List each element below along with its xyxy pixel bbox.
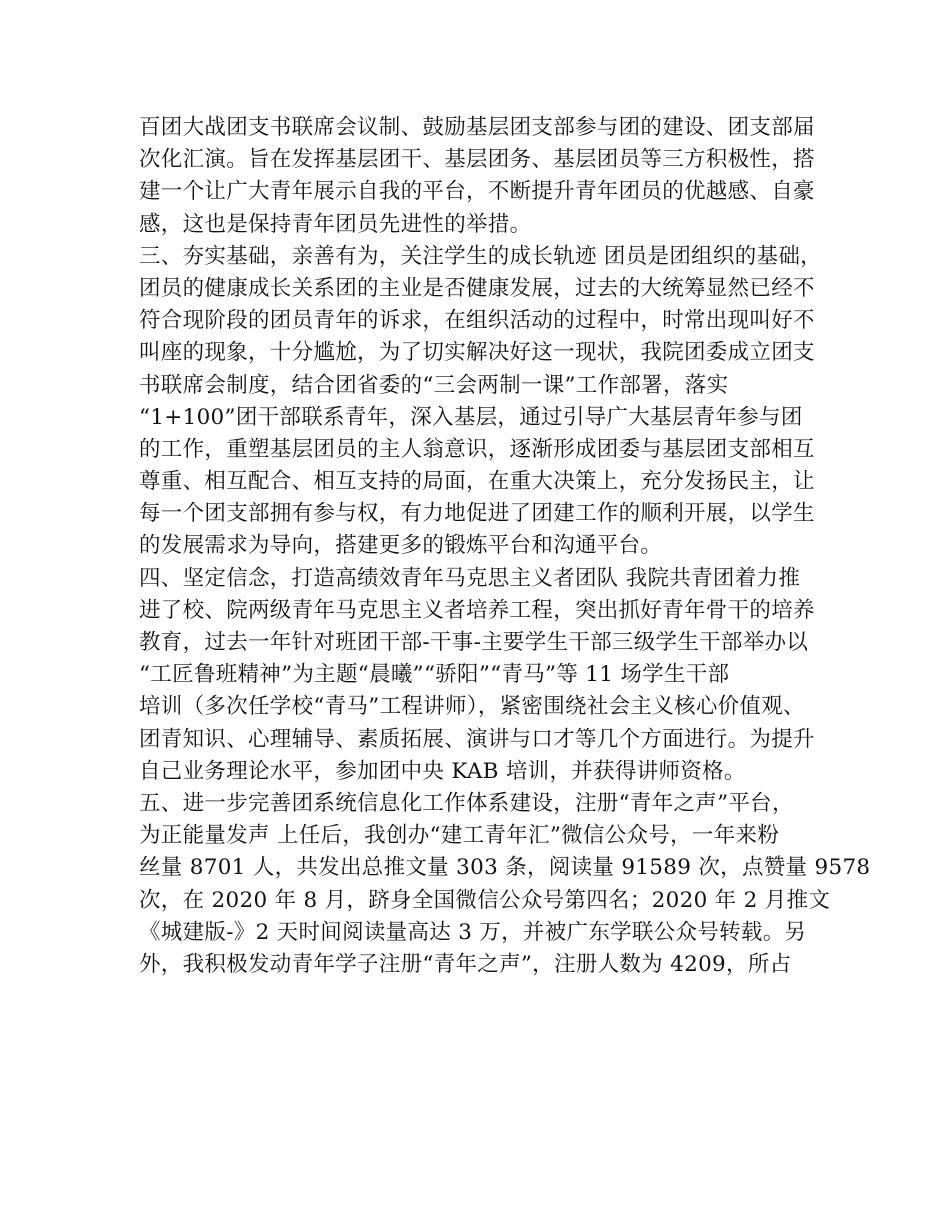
section-5-heading-line: 五、进一步完善团系统信息化工作体系建设，注册“青年之声”平台， bbox=[139, 790, 794, 816]
text-line: 百团大战团支书联席会议制、鼓励基层团支部参与团的建设、团支部届 bbox=[139, 115, 815, 140]
text-line: 《城建版-》2 天时间阅读量高达 3 万，并被广东学联公众号转载。另 bbox=[139, 919, 807, 945]
text-line: 丝量 8701 人，共发出总推文量 303 条，阅读量 91589 次，点赞量 9578 bbox=[139, 855, 871, 881]
text-line: 书联席会制度，结合团省委的“三会两制一课”工作部署，落实 bbox=[139, 372, 729, 398]
text-line: 自己业务理论水平，参加团中央 KAB 培训，并获得讲师资格。 bbox=[139, 758, 746, 784]
text-line: 教育，过去一年针对班团干部-干事-主要学生干部三级学生干部举办以 bbox=[139, 630, 809, 655]
text-line: 团青知识、心理辅导、素质拓展、演讲与口才等几个方面进行。为提升 bbox=[139, 726, 815, 752]
document-body-text bbox=[139, 112, 871, 981]
text-line: “1+100”团干部联系青年，深入基层，通过引导广大基层青年参与团 bbox=[139, 404, 803, 430]
text-line: 进了校、院两级青年马克思主义者培养工程，突出抓好青年骨干的培养 bbox=[139, 597, 815, 623]
section-3-heading-line: 三、夯实基础，亲善有为，关注学生的成长轨迹 团员是团组织的基础， bbox=[139, 243, 822, 269]
text-line: 每一个团支部拥有参与权，有力地促进了团建工作的顺利开展，以学生 bbox=[139, 501, 815, 527]
text-line: 的发展需求为导向，搭建更多的锻炼平台和沟通平台。 bbox=[139, 533, 663, 559]
text-line: 培训（多次任学校“青马”工程讲师），紧密围绕社会主义核心价值观、 bbox=[139, 694, 805, 720]
text-line: “工匠鲁班精神”为主题“晨曦”“骄阳”“青马”等 11 场学生干部 bbox=[139, 662, 730, 688]
text-line: 感，这也是保持青年团员先进性的举措。 bbox=[139, 211, 532, 237]
text-line: 次化汇演。旨在发挥基层团干、基层团务、基层团员等三方积极性，搭 bbox=[139, 147, 815, 173]
text-line: 建一个让广大青年展示自我的平台，不断提升青年团员的优越感、自豪 bbox=[139, 179, 815, 205]
text-line: 尊重、相互配合、相互支持的局面，在重大决策上，充分发扬民主，让 bbox=[139, 469, 815, 495]
text-line: 为正能量发声 上任后，我创办“建工青年汇”微信公众号，一年来粉 bbox=[139, 823, 780, 849]
section-4-heading-line: 四、坚定信念，打造高绩效青年马克思主义者团队 我院共青团着力推 bbox=[139, 565, 801, 591]
text-line: 的工作，重塑基层团员的主人翁意识，逐渐形成团委与基层团支部相互 bbox=[139, 436, 815, 462]
text-line: 次，在 2020 年 8 月，跻身全国微信公众号第四名；2020 年 2 月推文 bbox=[139, 887, 831, 913]
text-line: 符合现阶段的团员青年的诉求，在组织活动的过程中，时常出现叫好不 bbox=[139, 308, 815, 334]
text-line: 外，我积极发动青年学子注册“青年之声”，注册人数为 4209，所占 bbox=[139, 951, 792, 977]
text-line: 叫座的现象，十分尴尬，为了切实解决好这一现状，我院团委成立团支 bbox=[139, 340, 815, 366]
text-line: 团员的健康成长关系团的主业是否健康发展，过去的大统筹显然已经不 bbox=[139, 275, 815, 301]
